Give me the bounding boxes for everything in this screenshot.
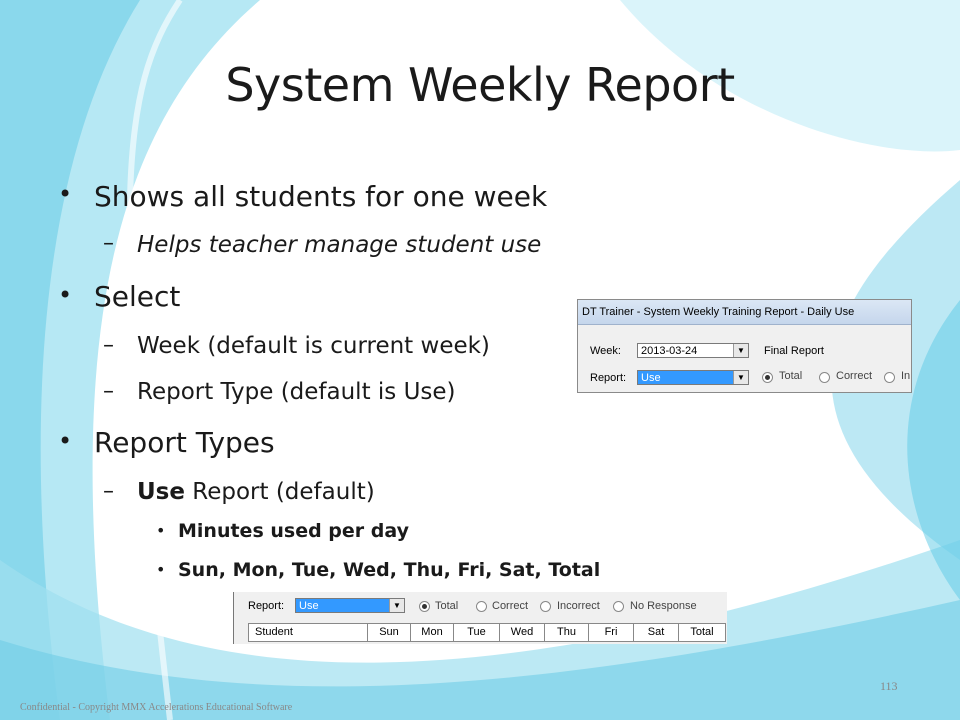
dash-marker: – — [103, 333, 114, 358]
report-grid-header — [248, 623, 726, 642]
radio-total[interactable] — [419, 601, 430, 612]
bullet-dot: • — [156, 521, 166, 540]
column-header-sat[interactable]: Sat — [634, 624, 679, 641]
sub-bullet-rest: Report (default) — [184, 479, 375, 505]
column-header-sun[interactable]: Sun — [368, 624, 411, 641]
report-value: Use — [299, 600, 319, 612]
sub-bullet-text: Report Type (default is Use) — [137, 379, 456, 405]
radio-no-response-label: No Response — [630, 600, 697, 612]
weekly-report-dialog — [577, 299, 912, 393]
bullet-dot: • — [58, 281, 73, 309]
report-grid-panel — [233, 592, 727, 644]
chevron-down-icon[interactable]: ▼ — [733, 371, 748, 384]
column-header-wed[interactable]: Wed — [500, 624, 545, 641]
radio-total-label: Total — [435, 600, 459, 612]
bullet-text: Report Types — [94, 426, 275, 459]
chevron-down-icon[interactable]: ▼ — [733, 344, 748, 357]
column-header-total[interactable]: Total — [690, 626, 714, 638]
week-combo[interactable] — [637, 343, 749, 358]
report-label: Report: — [248, 600, 285, 612]
chevron-down-icon[interactable]: ▼ — [389, 599, 404, 612]
radio-correct[interactable] — [819, 372, 830, 383]
radio-no-response[interactable] — [613, 601, 624, 612]
week-label: Week: — [590, 345, 621, 357]
sub-bullet-text: Week (default is current week) — [137, 333, 490, 359]
final-report-label: Final Report — [764, 345, 824, 357]
bullet-dot: • — [156, 560, 166, 579]
bullet-text: Select — [94, 280, 181, 313]
radio-correct[interactable] — [476, 601, 487, 612]
radio-incorrect[interactable] — [884, 372, 895, 383]
bold-use: Use — [137, 479, 185, 505]
radio-incorrect[interactable] — [540, 601, 551, 612]
radio-correct-label: Correct — [836, 370, 873, 382]
dash-marker: – — [103, 231, 114, 256]
page-number: 113 — [880, 679, 898, 693]
sub-sub-bullet-text: Sun, Mon, Tue, Wed, Thu, Fri, Sat, Total — [178, 559, 601, 581]
column-header-student[interactable]: Student — [249, 624, 368, 641]
sub-sub-bullet-text: Minutes used per day — [178, 520, 409, 542]
report-label: Report: — [590, 372, 627, 384]
report-value: Use — [641, 372, 661, 384]
radio-incorrect-label: Incorrect — [557, 600, 600, 612]
radio-correct-label: Correct — [492, 600, 529, 612]
footer-copyright: Confidential - Copyright MMX Accelerations Educational Software — [20, 702, 293, 713]
column-header-fri[interactable]: Fri — [589, 624, 634, 641]
sub-bullet-text — [137, 479, 375, 505]
bullet-dot: • — [58, 427, 73, 455]
dialog-titlebar: DT Trainer - System Weekly Training Report - Daily Use — [578, 300, 911, 325]
column-header-mon[interactable]: Mon — [411, 624, 454, 641]
radio-total[interactable] — [762, 372, 773, 383]
bullet-text: Shows all students for one week — [94, 180, 548, 213]
dash-marker: – — [103, 379, 114, 404]
report-type-combo[interactable] — [637, 370, 749, 385]
radio-incorrect-label: In — [901, 370, 911, 382]
week-value: 2013-03-24 — [641, 345, 698, 357]
bullet-dot: • — [58, 180, 73, 208]
dash-marker: – — [103, 479, 114, 504]
column-header-thu[interactable]: Thu — [545, 624, 589, 641]
sub-bullet-text: Helps teacher manage student use — [137, 232, 542, 258]
column-header-tue[interactable]: Tue — [454, 624, 500, 641]
slide-title: System Weekly Report — [225, 58, 735, 112]
report-type-combo[interactable] — [295, 598, 405, 613]
radio-total-label: Total — [779, 370, 803, 382]
